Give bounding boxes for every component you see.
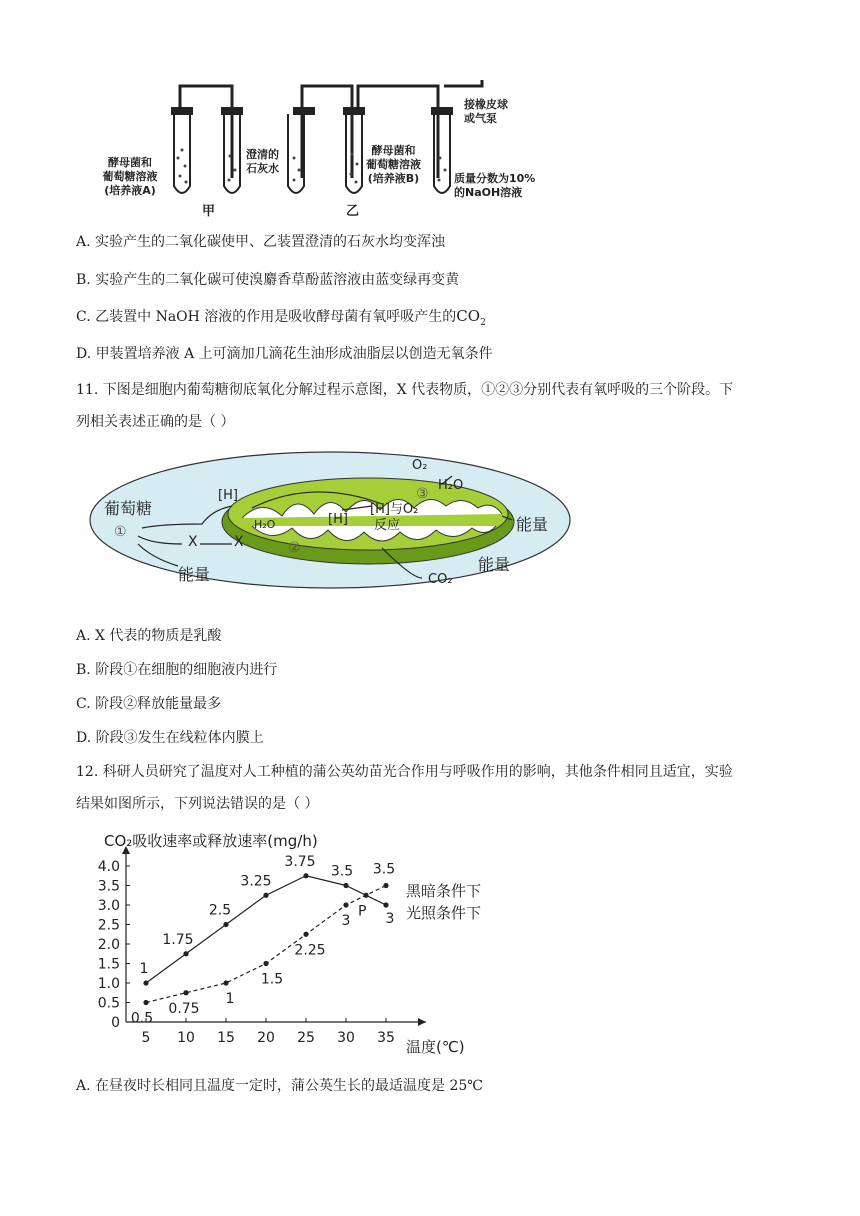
label-limewater-1: 澄清的 bbox=[246, 148, 279, 161]
intersection-label: P bbox=[358, 903, 367, 920]
data-label: 3.5 bbox=[330, 863, 354, 880]
co2-label: CO₂ bbox=[428, 572, 453, 587]
y-tick-label: 1.5 bbox=[97, 956, 120, 973]
data-point bbox=[143, 980, 148, 985]
mitochondria-diagram bbox=[82, 448, 582, 608]
label-culture-b-3: (培养液B) bbox=[367, 172, 420, 185]
q12-stem-line1: 12. 科研人员研究了温度对人工种植的蒲公英幼苗光合作用与呼吸作用的影响，其他条件相同且适宜，实验 bbox=[76, 764, 733, 780]
co2-formula: CO bbox=[456, 307, 481, 325]
mitochondria-drawing bbox=[82, 448, 582, 608]
legend-entry-1: 黑暗条件下 bbox=[406, 882, 482, 900]
label-naoh-1: 质量分数为10% bbox=[454, 172, 536, 185]
q12-option-a: A. 在昼夜时长相同且温度一定时，蒲公英生长的最适温度是 25℃ bbox=[76, 1078, 483, 1094]
data-label: 3.25 bbox=[240, 873, 272, 890]
label-naoh-2: 的NaOH溶液 bbox=[454, 186, 523, 199]
y-tick-label: 2.0 bbox=[97, 937, 120, 953]
temperature-chart bbox=[76, 828, 516, 1058]
q11-option-a: A. X 代表的物质是乳酸 bbox=[76, 628, 222, 644]
data-label: 1.75 bbox=[162, 931, 194, 948]
o2-label: O₂ bbox=[412, 458, 428, 473]
data-point bbox=[343, 883, 348, 888]
glucose-label: 葡萄糖 bbox=[104, 499, 153, 518]
stage-1-marker: ① bbox=[114, 524, 127, 540]
x-tick-label: 15 bbox=[217, 1030, 235, 1046]
q10-option-c-text: C. 乙装置中 NaOH 溶液的作用是吸收酵母菌有氧呼吸产生的 bbox=[76, 309, 457, 325]
data-label: 3.75 bbox=[284, 853, 316, 870]
q10-option-c-formula bbox=[456, 307, 486, 328]
q10-option-a: A. 实验产生的二氧化碳使甲、乙装置澄清的石灰水均变浑浊 bbox=[76, 234, 446, 250]
x-tick-label: 35 bbox=[377, 1030, 395, 1046]
stage-3-marker: ③ bbox=[416, 486, 429, 502]
data-point bbox=[223, 980, 228, 985]
y-tick-label: 3.0 bbox=[97, 898, 120, 914]
h-label-2: [H] bbox=[328, 512, 348, 527]
energy-label-1: 能量 bbox=[178, 565, 211, 584]
label-culture-a-3: (培养液A) bbox=[104, 184, 156, 197]
data-label: 1.5 bbox=[260, 971, 284, 988]
stage-2-marker: ② bbox=[288, 540, 301, 556]
x-tick-label: 5 bbox=[141, 1030, 151, 1046]
label-culture-b-2: 葡萄糖溶液 bbox=[366, 158, 421, 171]
test-tube-b bbox=[346, 114, 362, 193]
energy-label-3: 能量 bbox=[478, 555, 511, 574]
data-label: 3.5 bbox=[372, 861, 396, 878]
label-culture-a-2: 葡萄糖溶液 bbox=[102, 170, 158, 183]
y-tick-label: 2.5 bbox=[97, 917, 120, 934]
legend-entry-2: 光照条件下 bbox=[406, 904, 482, 922]
intersection-point bbox=[363, 893, 368, 898]
apparatus-figure bbox=[90, 78, 550, 218]
y-tick-label: 3.5 bbox=[97, 878, 120, 895]
data-label: 3 bbox=[385, 911, 395, 927]
data-label: 1 bbox=[139, 961, 149, 977]
label-culture-b-1: 酵母菌和 bbox=[371, 144, 416, 157]
label-limewater-2: 石灰水 bbox=[246, 162, 279, 175]
data-point bbox=[343, 902, 348, 907]
q11-stem-line1: 11. 下图是细胞内葡萄糖彻底氧化分解过程示意图，X 代表物质，①②③分别代表有氧呼吸的三个阶段。下 bbox=[76, 382, 734, 398]
data-label: 0.75 bbox=[168, 1000, 200, 1017]
y-tick-label: 0 bbox=[111, 1015, 120, 1031]
data-point bbox=[263, 961, 268, 966]
data-point bbox=[303, 932, 308, 937]
data-point bbox=[183, 951, 188, 956]
reaction-label: 反应 bbox=[374, 518, 401, 533]
data-label: 2.5 bbox=[208, 902, 232, 919]
y-tick-label: 1.0 bbox=[97, 976, 120, 992]
y-tick-label: 0.5 bbox=[97, 995, 120, 1012]
y-tick-label: 4.0 bbox=[97, 859, 120, 875]
q11-stem-line2: 列相关表述正确的是（ ） bbox=[76, 414, 235, 430]
h-label-1: [H] bbox=[218, 488, 238, 503]
x-tick-label: 10 bbox=[177, 1030, 195, 1046]
q11-option-d: D. 阶段③发生在线粒体内膜上 bbox=[76, 730, 264, 746]
data-point bbox=[183, 990, 188, 995]
x-label-2: X bbox=[234, 534, 244, 550]
data-point bbox=[263, 893, 268, 898]
data-point bbox=[143, 1000, 148, 1005]
test-tube-a bbox=[174, 114, 190, 193]
data-label: 2.25 bbox=[294, 942, 326, 959]
energy-label-2: 能量 bbox=[516, 515, 549, 534]
test-tube-naoh bbox=[434, 114, 450, 193]
x-tick-label: 30 bbox=[337, 1030, 355, 1046]
h-o2-label: [H]与O₂ bbox=[370, 502, 419, 517]
h2o-in-label: H₂O bbox=[254, 518, 276, 531]
x-tick-label: 25 bbox=[297, 1030, 315, 1046]
x-label-1: X bbox=[188, 534, 198, 550]
q10-option-b: B. 实验产生的二氧化碳可使溴麝香草酚蓝溶液由蓝变绿再变黄 bbox=[76, 272, 460, 288]
x-tick-label: 20 bbox=[257, 1030, 275, 1046]
q11-option-c: C. 阶段②释放能量最多 bbox=[76, 696, 222, 712]
h2o-out-label: H₂O bbox=[438, 478, 464, 493]
data-label: 3 bbox=[341, 913, 351, 929]
label-culture-a-1: 酵母菌和 bbox=[108, 156, 152, 169]
q12-stem-line2: 结果如图所示，下列说法错误的是（ ） bbox=[76, 796, 319, 812]
data-label: 0.5 bbox=[130, 1010, 154, 1027]
data-point bbox=[383, 902, 388, 907]
label-pump-2: 或气泵 bbox=[464, 112, 497, 125]
chart-svg bbox=[76, 828, 516, 1058]
q11-option-b: B. 阶段①在细胞的细胞液内进行 bbox=[76, 662, 278, 678]
q10-option-d: D. 甲装置培养液 A 上可滴加几滴花生油形成油脂层以创造无氧条件 bbox=[76, 346, 493, 362]
label-yi: 乙 bbox=[346, 204, 360, 219]
label-pump-1: 接橡皮球 bbox=[464, 98, 508, 111]
data-point bbox=[303, 873, 308, 878]
data-label: 1 bbox=[225, 991, 235, 1007]
q10-option-c bbox=[76, 306, 486, 333]
data-point bbox=[223, 922, 228, 927]
x-axis-label: 温度(℃) bbox=[406, 1038, 465, 1056]
x-axis-arrow bbox=[418, 1018, 426, 1026]
label-jia: 甲 bbox=[202, 204, 216, 219]
y-axis-label: CO₂吸收速率或释放速率(mg/h) bbox=[104, 832, 318, 850]
data-point bbox=[383, 883, 388, 888]
series-line-1 bbox=[146, 876, 386, 983]
co2-subscript: 2 bbox=[480, 318, 486, 328]
